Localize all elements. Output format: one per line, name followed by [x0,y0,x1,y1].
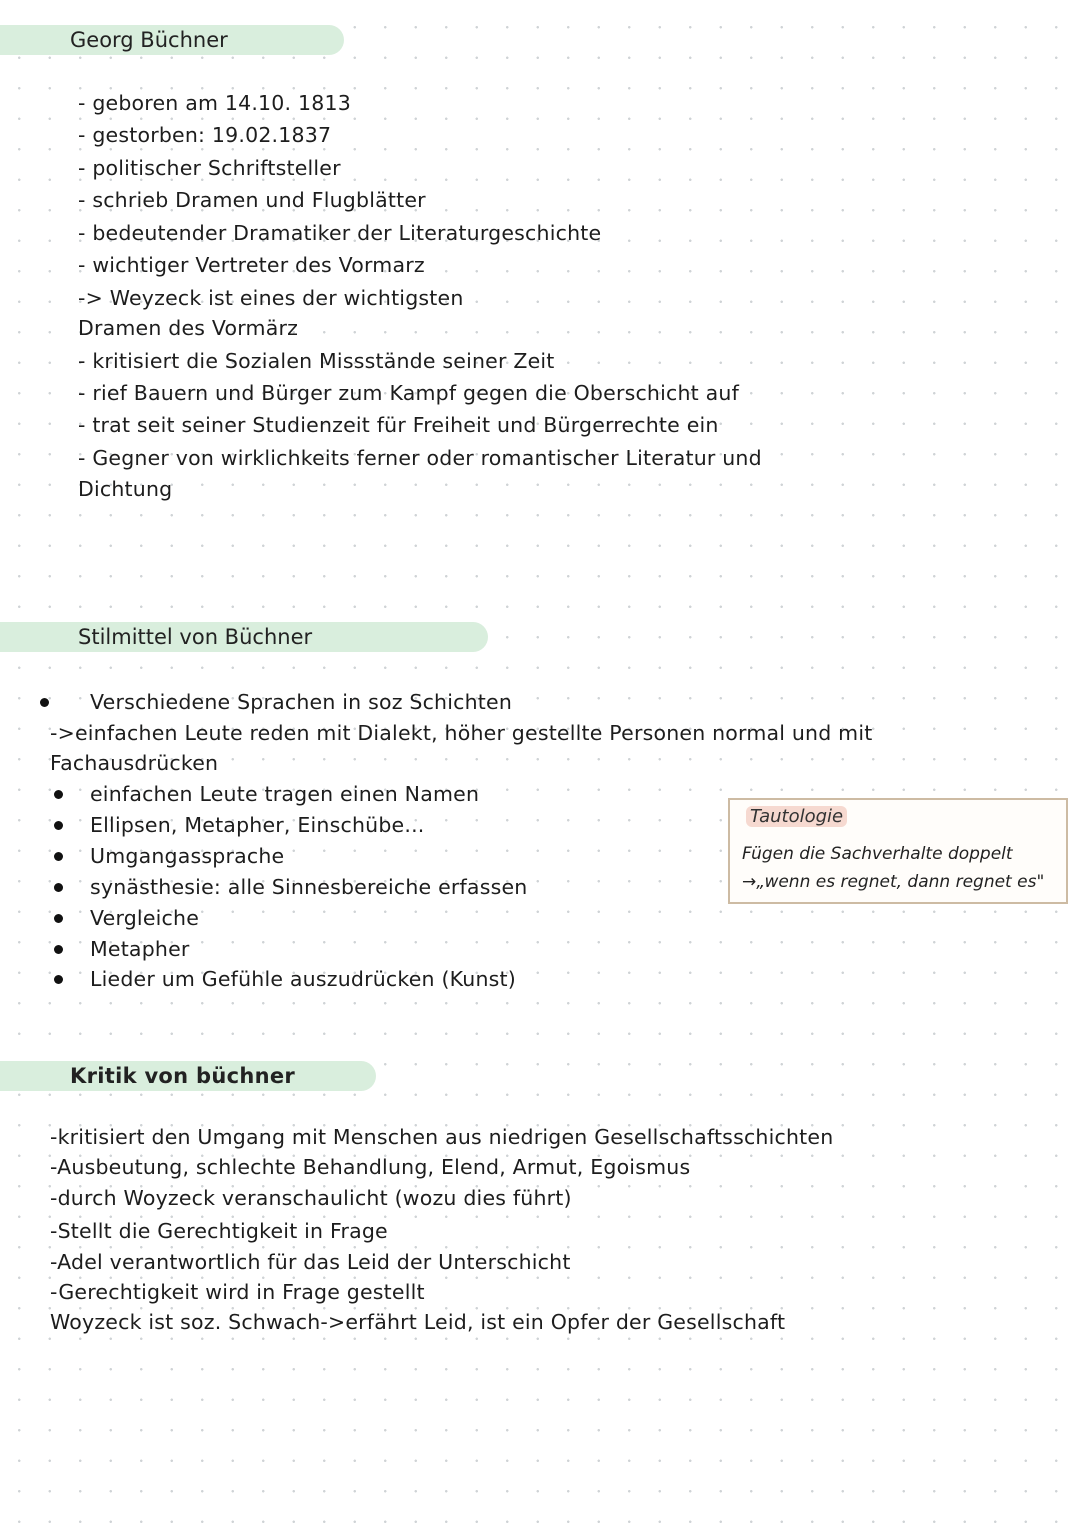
biography-line: - kritisiert die Sozialen Missstände seiner Zeit [78,349,555,373]
critique-line: -Gerechtigkeit wird in Frage gestellt [50,1280,425,1304]
style-bullet-item: synästhesie: alle Sinnesbereiche erfassen [90,875,528,899]
biography-line: - geboren am 14.10. 1813 [78,91,351,115]
critique-line: -Ausbeutung, schlechte Behandlung, Elend, Armut, Egoismus [50,1155,691,1179]
note-line: →„wenn es regnet, dann regnet es" [742,872,1045,892]
critique-heading: Kritik von büchner [70,1064,296,1088]
critique-line: Woyzeck ist soz. Schwach->erfährt Leid, ist ein Opfer der Gesellschaft [50,1310,786,1334]
biography-line: Dichtung [78,477,173,501]
biography-line: - rief Bauern und Bürger zum Kampf gegen die Oberschicht auf [78,381,740,405]
bullet-icon [54,790,63,799]
style-bullet-item: Vergleiche [90,906,200,930]
critique-line: -Adel verantwortlich für das Leid der Unterschicht [50,1250,571,1274]
critique-line: -durch Woyzeck veranschaulicht (wozu dies führt) [50,1186,572,1210]
style-bullet-item: Umgangassprache [90,844,285,868]
biography-line: - trat seit seiner Studienzeit für Freiheit und Bürgerrechte ein [78,413,719,437]
biography-line: - gestorben: 19.02.1837 [78,123,332,147]
biography-heading: Georg Büchner [70,28,228,52]
note-line: Fügen die Sachverhalte doppelt [742,844,1013,864]
critique-line: -Stellt die Gerechtigkeit in Frage [50,1219,388,1243]
biography-line: - schrieb Dramen und Flugblätter [78,188,426,212]
tautology-note [728,798,1068,904]
style-bullet-item: Lieder um Gefühle auszudrücken (Kunst) [90,967,516,991]
bullet-icon [54,883,63,892]
style-explanation-line: ->einfachen Leute reden mit Dialekt, höher gestellte Personen normal und mit [50,721,873,745]
bullet-icon [40,698,49,707]
style-explanation-line: Fachausdrücken [50,751,219,775]
bullet-icon [54,821,63,830]
bullet-icon [54,945,63,954]
style-bullet-item: Ellipsen, Metapher, Einschübe... [90,813,425,837]
style-bullet-item: einfachen Leute tragen einen Namen [90,782,480,806]
style-bullet-item: Metapher [90,937,190,961]
biography-line: - Gegner von wirklichkeits ferner oder romantischer Literatur und [78,446,762,470]
biography-line: - politischer Schriftsteller [78,156,341,180]
critique-heading-banner [0,1061,376,1091]
biography-line: -> Weyzeck ist eines der wichtigsten [78,286,464,310]
bullet-icon [54,852,63,861]
style-first-bullet: Verschiedene Sprachen in soz Schichten [90,690,513,714]
bullet-icon [54,975,63,984]
bullet-icon [54,914,63,923]
biography-line: - bedeutender Dramatiker der Literaturgeschichte [78,221,602,245]
style-heading: Stilmittel von Büchner [78,625,313,649]
note-title: Tautologie [746,806,847,827]
biography-heading-banner [0,25,344,55]
biography-line: Dramen des Vormärz [78,316,299,340]
biography-line: - wichtiger Vertreter des Vormarz [78,253,425,277]
critique-line: -kritisiert den Umgang mit Menschen aus niedrigen Gesellschaftsschichten [50,1125,834,1149]
style-heading-banner [0,622,488,652]
